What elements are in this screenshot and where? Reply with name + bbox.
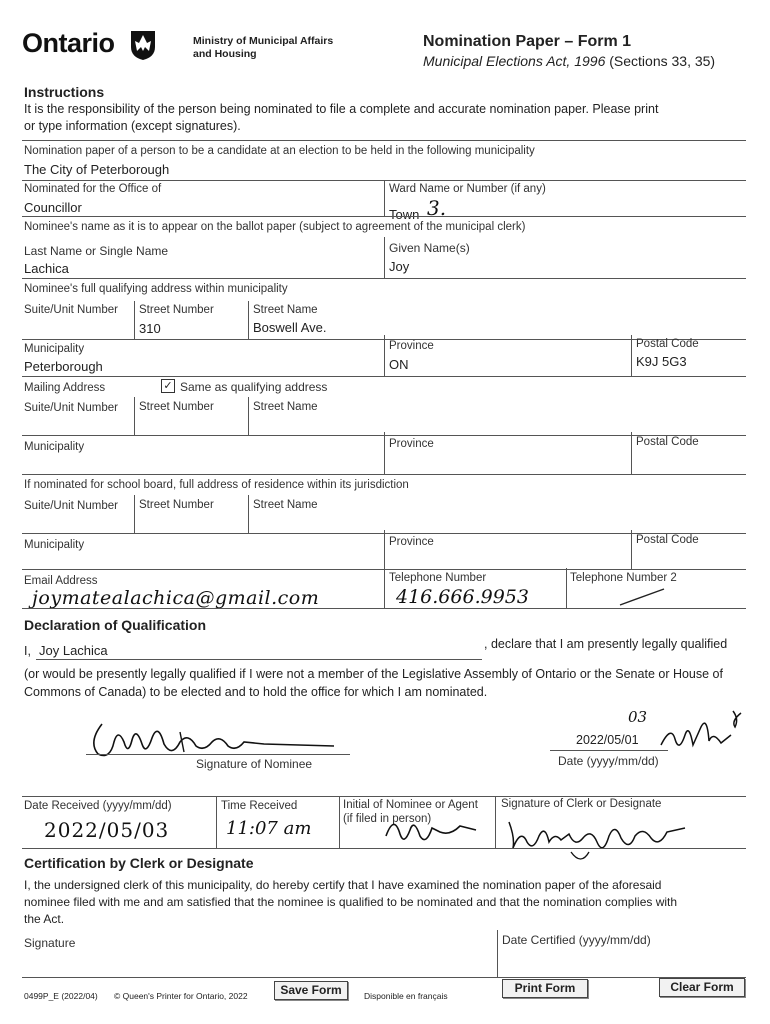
instructions-heading: Instructions [24,84,105,100]
divider [384,180,385,216]
declaration-suffix: , declare that I am presently legally qualified [484,637,728,651]
date-correction: 03 [628,708,648,726]
divider [384,432,385,474]
divider [339,796,340,848]
divider [248,397,249,435]
divider [134,397,135,435]
divider [384,568,385,608]
ontario-logo [22,28,115,64]
given-name-label: Given Name(s) [389,241,470,255]
divider [566,568,567,608]
declaration-line-3: Commons of Canada) to be elected and to hold the office for which I am nominated. [24,685,488,699]
clerk-signature[interactable] [505,808,695,868]
same-address-checkbox[interactable] [161,379,175,393]
province-label: Province [389,536,434,548]
divider [631,335,632,376]
last-name-field[interactable]: Lachica [24,261,69,276]
date-certified-label: Date Certified (yyyy/mm/dd) [502,933,651,947]
certification-line-3: the Act. [24,912,65,926]
province-label: Province [389,438,434,450]
clerk-signature-label: Signature [24,936,76,950]
municipality-field[interactable]: Peterborough [24,359,103,374]
street-number-field[interactable]: 310 [139,321,161,336]
divider [22,608,746,609]
divider [22,848,746,849]
print-form-button[interactable]: Print Form [502,979,588,998]
trillium-icon [128,29,158,61]
municipality-field[interactable]: The City of Peterborough [24,162,170,177]
act-sections: (Sections 33, 35) [609,53,716,69]
certification-line-2: nominee filed with me and am satisfied that the nominee is qualified to be nominated and that the nomination complies with [24,895,678,909]
form-code: 0499P_E (2022/04) [24,991,98,1001]
divider [384,530,385,570]
ministry-line-2: and Housing [193,48,257,60]
divider [22,278,746,279]
divider [495,796,496,848]
nominee-date-label: Date (yyyy/mm/dd) [558,754,659,768]
time-received-field[interactable]: 11:07 am [226,818,312,839]
suite-label: Suite/Unit Number [24,500,118,512]
divider [248,301,249,339]
phone-2-label: Telephone Number 2 [570,572,677,584]
divider [134,495,135,533]
divider [22,796,746,797]
divider [22,474,746,475]
divider [22,376,746,377]
form-title: Nomination Paper – Form 1 [423,33,632,50]
school-board-label: If nominated for school board, full address of residence within its jurisdiction [24,479,409,491]
date-line [550,750,668,751]
date-received-field[interactable]: 2022/05/03 [44,818,170,842]
certification-signature-field[interactable] [24,952,490,976]
signature-line [86,754,350,755]
suite-label: Suite/Unit Number [24,402,118,414]
ward-handwritten: 3. [426,196,447,220]
street-number-label: Street Number [139,499,214,511]
postal-code-label: Postal Code [636,534,699,546]
divider [22,977,746,978]
same-address-label: Same as qualifying address [180,380,328,394]
postal-code-label: Postal Code [636,338,699,350]
ward-value: Town [389,207,420,222]
act-name: Municipal Elections Act, 1996 [423,53,606,69]
divider [134,301,135,339]
copyright: © Queen's Printer for Ontario, 2022 [114,991,248,1001]
office-label: Nominated for the Office of [24,183,162,195]
divider [36,659,482,660]
divider [497,930,498,978]
instructions-line-2: or type information (except signatures). [24,119,241,133]
municipality-label: Municipality [24,441,85,453]
office-field[interactable]: Councillor [24,200,82,215]
declaration-heading: Declaration of Qualification [24,617,207,633]
agent-initial-signature[interactable] [380,806,490,850]
check-icon: ✓ [163,380,173,392]
postal-code-field[interactable]: K9J 5G3 [636,354,687,369]
nominee-date-field[interactable]: 2022/05/01 [576,733,639,747]
declaration-i: I, [24,644,31,658]
province-field[interactable]: ON [389,357,409,372]
french-link[interactable]: Disponible en français [364,991,448,1001]
street-number-label: Street Number [139,304,214,316]
ministry-line-1: Ministry of Municipal Affairs [193,35,334,47]
street-name-label: Street Name [253,401,318,413]
mailing-address-label: Mailing Address [24,382,106,394]
municipality-label: Municipality [24,539,85,551]
instructions-line-1: It is the responsibility of the person being nominated to file a complete and accurate nomination paper. Please print [24,102,659,116]
divider [384,237,385,278]
clear-form-button[interactable]: Clear Form [659,978,745,997]
phone-field[interactable]: 416.666.9953 [396,586,529,608]
divider [631,530,632,570]
initials-mark [655,705,745,760]
email-field[interactable]: joymatealachica@gmail.com [32,587,320,609]
given-name-field[interactable]: Joy [389,259,410,274]
divider [22,140,746,141]
divider [216,796,217,848]
ontario-logo-text: Ontario [22,28,115,58]
initial-label-line-2: (if filed in person) [343,813,432,825]
divider [22,216,746,217]
phone-label: Telephone Number [389,572,487,584]
ministry-name [193,35,333,61]
street-number-field[interactable] [136,416,246,434]
street-number-label: Street Number [139,401,214,413]
certification-line-1: I, the undersigned clerk of this municipality, do hereby certify that I have examined the nomination paper of the aforesaid [24,878,662,892]
certification-heading: Certification by Clerk or Designate [24,855,254,871]
declarant-name-field[interactable]: Joy Lachica [39,643,108,658]
initial-label-line-1: Initial of Nominee or Agent [343,799,478,811]
save-form-button[interactable]: Save Form [274,981,348,1000]
divider [248,495,249,533]
municipality-label: Nomination paper of a person to be a candidate at an election to be held in the following municipality [24,145,535,157]
declaration-line-2: (or would be presently legally qualified if I were not a member of the Legislative Assembly of Ontario or the Senate or House of [24,667,723,681]
act-reference [423,53,715,69]
date-received-label: Date Received (yyyy/mm/dd) [24,800,172,812]
municipality-label: Municipality [24,343,85,355]
street-name-label: Street Name [253,304,318,316]
qualifying-address-label: Nominee's full qualifying address within municipality [24,283,288,295]
divider [384,335,385,376]
last-name-label: Last Name or Single Name [24,244,169,258]
time-received-label: Time Received [221,800,298,812]
ward-label: Ward Name or Number (if any) [389,183,546,195]
street-name-label: Street Name [253,499,318,511]
divider [631,432,632,474]
province-label: Province [389,340,434,352]
email-label: Email Address [24,575,98,587]
nominee-signature-label: Signature of Nominee [196,757,313,771]
postal-code-label: Postal Code [636,436,699,448]
date-certified-field[interactable] [502,952,742,976]
street-name-field[interactable]: Boswell Ave. [253,320,327,335]
ballot-name-label: Nominee's name as it is to appear on the ballot paper (subject to agreement of the municipal clerk) [24,221,526,233]
street-name-field[interactable] [250,416,740,434]
strike-mark [618,585,668,607]
suite-label: Suite/Unit Number [24,304,118,316]
clerk-signature-label: Signature of Clerk or Designate [501,798,662,810]
